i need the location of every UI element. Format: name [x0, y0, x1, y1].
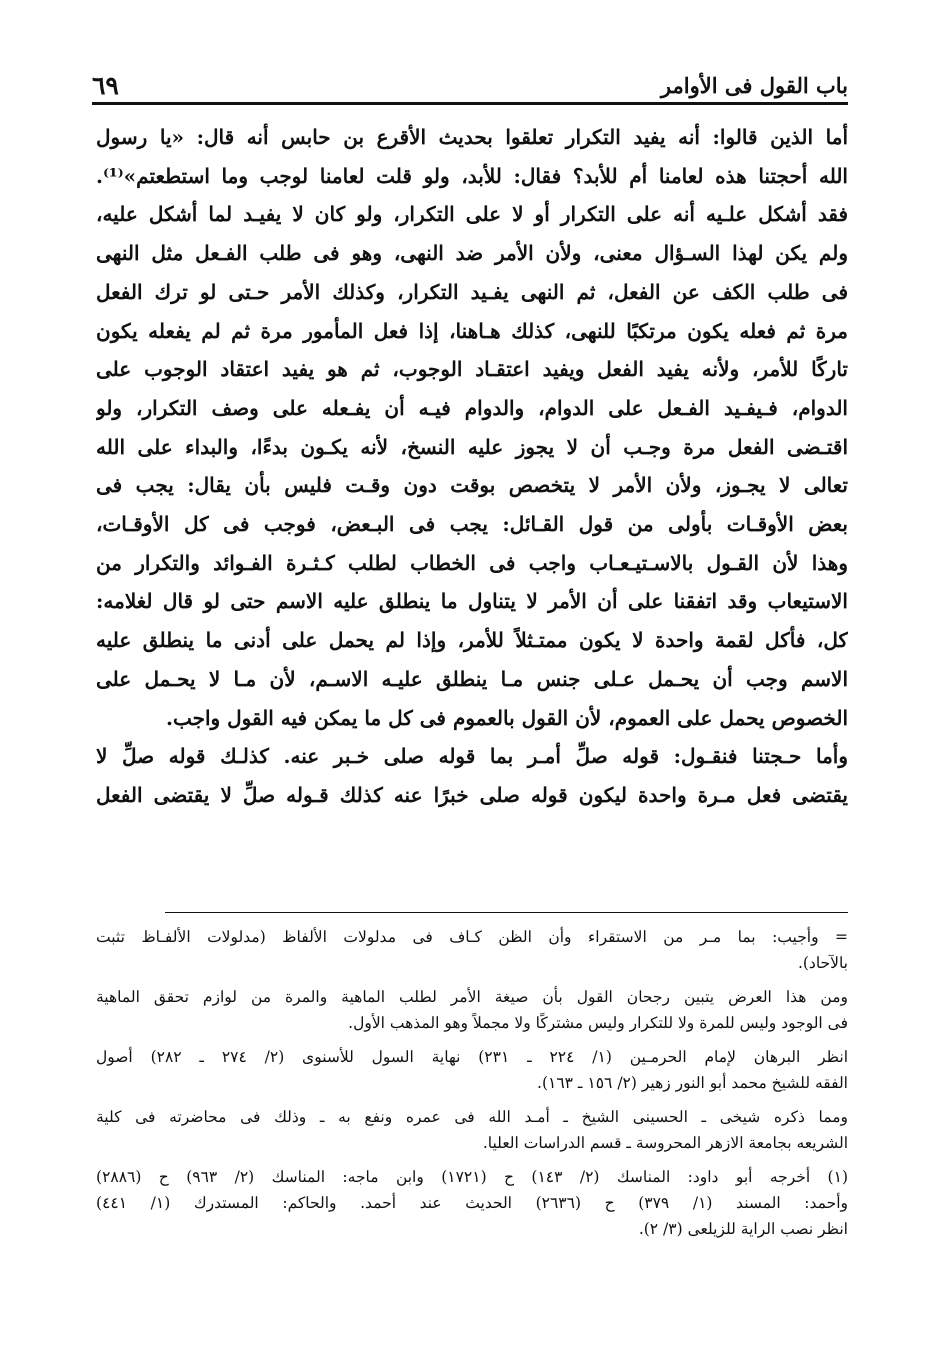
body-line: مرة ثم فعله يكون مرتكبًا للنهى، كذلك هـاهنا، إذا فعل المأمور مرة ثم لم يفعله يكون [96, 318, 848, 343]
body-line: الخصوص يحمل على العموم، لأن القول بالعموم فى كل ما يمكن فيه القول واجب. [165, 705, 848, 730]
body-line: كل، فأكل لقمة واحدة لا يكون ممتـثلاً للأمر، وإذا لم يحمل على أدنى ما ينطلق عليه [96, 628, 848, 653]
footnote-line: الفقه للشيخ محمد أبو النور زهير (٢/ ١٥٦ ـ ١٦٣). [537, 1074, 848, 1092]
body-line: اقتـضى الفعل مرة وجـب أن لا يجوز عليه النسخ، لأنه يكـون بدءًا، والبداء على الله [96, 434, 848, 459]
body-line: ولم يكن لهذا السـؤال معنى، ولأن الأمر ضد النهى، وهو فى طلب الفـعل مثل النهى [96, 241, 848, 266]
footnote-line: بالآحاد). [797, 954, 848, 972]
body-line: تاركًا للأمر، ولأنه يفيد الفعل ويفيد اعتقـاد الوجوب، ثم هو يفيد اعتقاد الوجوب على [96, 357, 848, 382]
footnote-line: (١) أخرجه أبو داود: المناسك (٢/ ١٤٣) ح (١٧٢١) وابن ماجه: المناسك (٢/ ٩٦٣) ح (٢٨٨٦) [96, 1168, 848, 1186]
footnotes [96, 924, 848, 1250]
body-line: الاسم وجب أن يحـمل عـلى جنس مـا ينطلق عليـه الاسـم، لأن مـا لا يحـمل على [96, 666, 848, 691]
footnote-line: الشريعه بجامعة الازهر المحروسة ـ قسم الدراسات العليا. [482, 1134, 848, 1152]
page-number: ٦٩ [92, 71, 119, 100]
footnote-line: انظر نصب الراية للزيلعى (٣/ ٢). [638, 1220, 848, 1238]
footnote-divider [165, 912, 848, 913]
running-title: باب القول فى الأوامر [660, 73, 848, 98]
body-line: أما الذين قالوا: أنه يفيد التكرار تعلقوا بحديث الأقرع بن حابس أنه قال: «يا رسول [96, 125, 848, 149]
body-line: وهذا لأن القـول بالاسـتيـعـاب واجب فى الخطاب لطلب كـثـرة الفـوائد والتكرار من [96, 550, 848, 575]
footnote-line: ومما ذكره شيخى ـ الحسينى الشيخ ـ أمـد الله فى عمره ونفع به ـ وذلك فى محاضرته فى كلية [96, 1108, 848, 1126]
body-line: الدوام، فـيفـيد الفـعل على الدوام، والدوام فيـه أن يفـعله على وصف التكرار، ولو [96, 395, 848, 420]
footnote-block [96, 1164, 848, 1242]
footnote-block [96, 984, 848, 1036]
footnote-line: = وأجيب: بما مـر من الاستقراء وأن الظن كـاف فى مدلولات الألفاظ (مدلولات الألفـاظ تثبت [96, 928, 848, 946]
body-line: يقتضى فعل مـرة واحدة ليكون قوله صلى خبرًا عنه كذلك قـوله صلِّ لا يقتضى الفعل [96, 782, 848, 807]
footnote-block [96, 1104, 848, 1156]
footnote-block [96, 1044, 848, 1096]
footnote-line: فى الوجود وليس للمرة ولا للتكرار وليس مشتركًا ولا مجملاً وهو المذهب الأول. [348, 1014, 848, 1032]
body-line: تعالى لا يجـوز، ولأن الأمر لا يتخصص بوقت دون وقـت فليس بأن يقال: يجب فى [96, 473, 848, 498]
body-line: الاستيعاب وقد اتفقنا على أن الأمر لا يتناول ما ينطلق عليه الاسم حتى لو قال لغلامه: [96, 589, 848, 614]
body-line: وأما حـجتنا فنقـول: قوله صلِّ أمـر بما قوله صلى خـبر عنه. كذلـك قوله صلِّ لا [96, 744, 848, 769]
footnote-line: ومن هذا العرض يتبين رجحان القول بأن صيغة الأمر لطلب الماهية والمرة من لوازم تحقق الماهية [96, 988, 848, 1006]
main-text [96, 118, 848, 815]
body-line: بعض الأوقـات بأولى من قول القـائل: يجب فى البـعض، فوجب فى كل الأوقـات، [96, 512, 848, 537]
body-line: فى طلب الكف عن الفعل، ثم النهى يفـيد التكرار، وكذلك الأمر حـتى لو ترك الفعل [96, 279, 848, 304]
page-header [92, 62, 848, 105]
body-line: فقد أشكل علـيه أنه على التكرار أو لا على التكرار، ولو كان لا يفيـد لما أشكل عليه، [96, 202, 848, 227]
body-line: الله أحجتنا هذه لعامنا أم للأبد؟ فقال: للأبد، ولو قلت لعامنا لوجب وما استطعتم»⁽¹⁾. [96, 163, 848, 188]
footnote-block [96, 924, 848, 976]
footnote-line: انظر البرهان لإمام الحرمـين (١/ ٢٢٤ ـ ٢٣١) نهاية السول للأسنوى (٢/ ٢٧٤ ـ ٢٨٢) أصول [96, 1048, 848, 1066]
footnote-line: وأحمد: المسند (١/ ٣٧٩) ح (٢٦٣٦) الحديث عند أحمد. والحاكم: المستدرك (١/ ٤٤١) [96, 1194, 848, 1212]
